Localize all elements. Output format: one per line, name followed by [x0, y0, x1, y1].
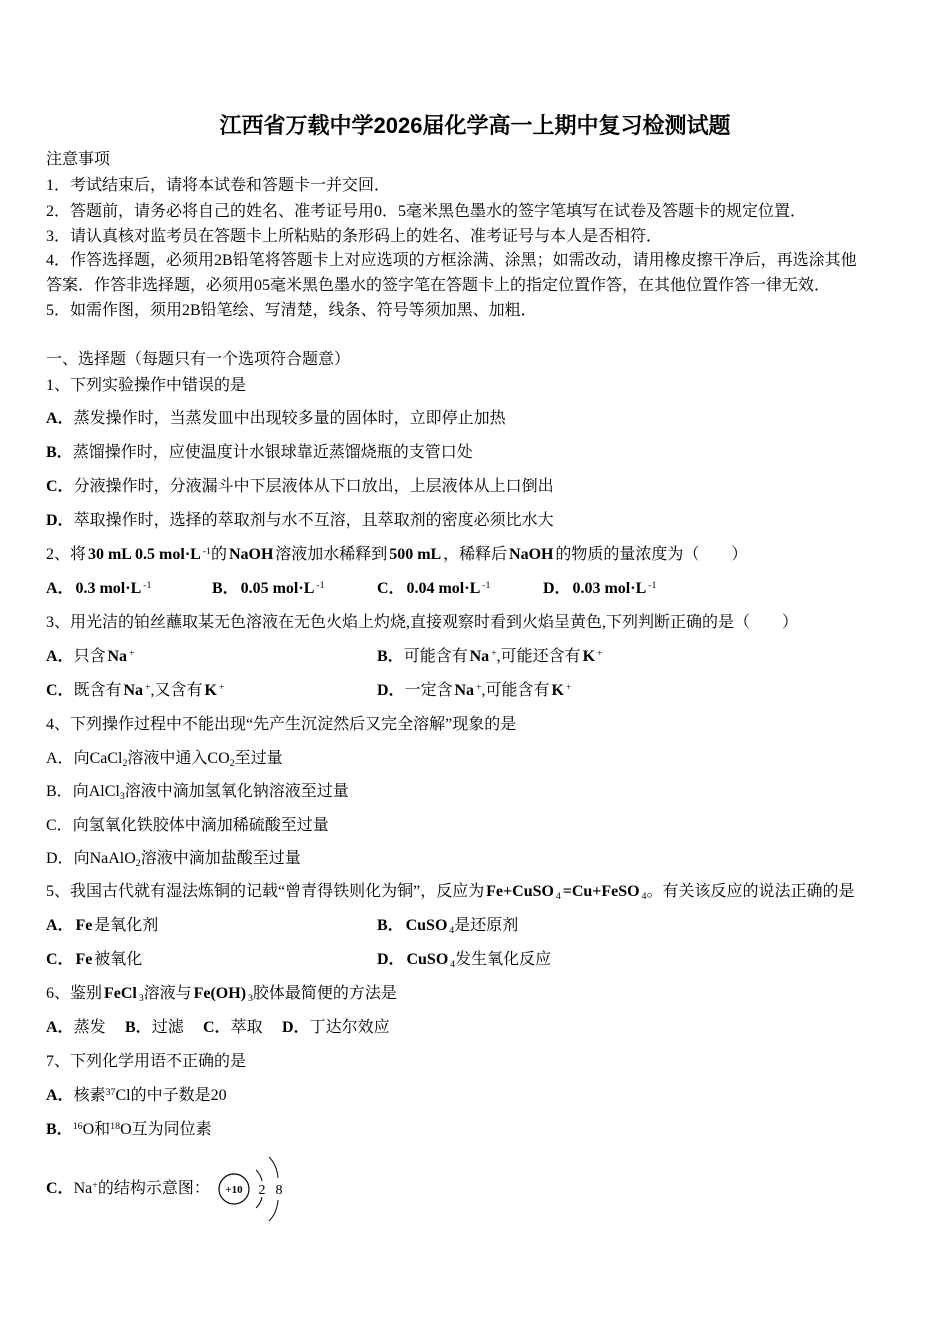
text-run: ,又含有	[150, 682, 203, 699]
option-text	[404, 917, 519, 937]
question-5-option-a	[46, 914, 158, 938]
text-run: 核素	[73, 1087, 106, 1104]
question-6-option-b	[125, 1016, 184, 1040]
option-label: B．	[46, 1121, 73, 1138]
superscript: -1	[648, 579, 657, 591]
text-run: 的	[211, 546, 228, 563]
option-label: D．	[543, 580, 571, 597]
superscript: +	[491, 647, 497, 659]
text-run: 我国古代就有湿法炼铜的记载“曾青得铁则化为铜”，反应为	[70, 883, 485, 900]
notice-line-3: 3．请认真核对监考员在答题卡上所粘贴的条形码上的姓名、准考证号与本人是否相符．	[46, 228, 663, 245]
question-number: 5、	[46, 883, 71, 900]
formula-text: Na	[107, 648, 128, 665]
superscript: -1	[143, 579, 152, 591]
text-run: 用光洁的铂丝蘸取某无色溶液在无色火焰上灼烧,直接观察时看到火焰呈黄色,下列判断正确的是（ ）	[70, 614, 799, 631]
question-6-option-a	[46, 1016, 106, 1040]
text-run: 蒸发	[73, 1019, 106, 1036]
question-4-option-b	[46, 780, 349, 804]
option-text	[74, 648, 135, 665]
question-6-option-d	[282, 1016, 390, 1040]
formula-text: 0.05 mol·L	[240, 580, 315, 597]
text-run: 一定含	[404, 682, 453, 699]
text-run: O和	[82, 1121, 111, 1138]
text-run: 发生氧化反应	[455, 951, 552, 968]
shell-1-arc-bottom	[256, 1197, 262, 1208]
option-text	[74, 512, 554, 529]
text-run: 鉴别	[70, 985, 103, 1002]
text-run: 将	[70, 546, 87, 563]
superscript: -1	[202, 545, 212, 557]
text-run: 。有关该反应的说法正确的是	[646, 883, 855, 900]
question-3-option-a	[46, 645, 135, 669]
question-4-option-c	[46, 814, 329, 838]
stem-text	[70, 716, 516, 733]
text-run: 萃取操作时，选择的萃取剂与水不互溶，且萃取剂的密度必须比水大	[73, 512, 554, 529]
option-text	[231, 1019, 263, 1036]
text-run: ，稀释后	[443, 546, 508, 563]
question-6-stem	[46, 982, 397, 1006]
text-run: 可能含有	[403, 648, 468, 665]
option-label: B．	[46, 444, 73, 461]
option-text	[310, 1019, 390, 1036]
text-run: 丁达尔效应	[309, 1019, 390, 1036]
notice-heading: 注意事项	[46, 151, 111, 168]
option-label: A．	[46, 1019, 74, 1036]
subscript: 3	[138, 993, 144, 1005]
option-label: A．	[46, 410, 74, 427]
text-run: 既含有	[73, 682, 122, 699]
option-label: B．	[377, 648, 404, 665]
question-7-option-c	[46, 1151, 288, 1227]
subscript: 3	[247, 993, 253, 1005]
option-text	[73, 750, 283, 770]
option-text	[405, 951, 552, 971]
superscript: -1	[316, 579, 325, 591]
option-label: B．	[212, 580, 239, 597]
option-label: A．	[46, 580, 74, 597]
option-label: B．	[46, 783, 73, 800]
option-text	[74, 478, 554, 495]
shell-1-arc-top	[256, 1170, 262, 1181]
option-label: C．	[377, 580, 405, 597]
question-7-stem	[46, 1050, 246, 1074]
question-1-option-a	[46, 407, 506, 431]
text-run: 溶液与	[143, 985, 192, 1002]
notice-line-1: 1．考试结束后，请将本试卷和答题卡一并交回．	[46, 177, 391, 194]
text-run: 溶液中滴加盐酸至过量	[140, 850, 301, 867]
text-run: 被氧化	[94, 951, 143, 968]
text-run: 过滤	[151, 1019, 184, 1036]
formula-text: Fe	[75, 951, 93, 968]
text-run: ,可能还含有	[496, 648, 581, 665]
option-text	[571, 580, 657, 597]
question-7-option-a	[46, 1084, 227, 1108]
superscript: +	[144, 681, 151, 693]
option-label: D．	[46, 850, 74, 867]
question-2-stem	[46, 543, 747, 567]
formula-text: 30 mL 0.5 mol·L	[87, 546, 201, 563]
formula-text: CuSO	[406, 951, 449, 968]
question-4-stem	[46, 713, 516, 737]
superscript: +	[596, 647, 603, 659]
text-run: 下列实验操作中错误的是	[70, 377, 247, 394]
subscript: 4	[555, 891, 561, 903]
question-number: 1、	[46, 377, 71, 394]
text-run: 只含	[73, 648, 106, 665]
question-2-option-b	[212, 577, 325, 601]
text-run: 溶液加水稀释到	[275, 546, 388, 563]
stem-text	[70, 614, 798, 631]
question-2-option-d	[543, 577, 656, 601]
option-text	[72, 783, 349, 803]
question-6-option-c	[203, 1016, 263, 1040]
option-text	[404, 648, 603, 665]
text-run: O互为同位素	[120, 1121, 212, 1138]
subscript: 3	[119, 791, 125, 803]
text-run: 向CaCl	[73, 750, 123, 767]
stem-text	[70, 377, 246, 394]
question-5-option-b	[377, 914, 518, 938]
question-1-option-b	[46, 441, 473, 465]
question-2-option-c	[377, 577, 490, 601]
option-label: C．	[203, 1019, 231, 1036]
stem-text	[70, 546, 747, 563]
question-3-option-b	[377, 645, 603, 669]
shell-2-electrons: 8	[275, 1183, 283, 1198]
text-run: 蒸馏操作时，应使温度计水银球靠近蒸馏烧瓶的支管口处	[72, 444, 473, 461]
option-text	[74, 1087, 227, 1104]
text-run: 向NaAlO	[73, 850, 136, 867]
formula-text: Na	[454, 682, 475, 699]
option-label: D．	[282, 1019, 310, 1036]
option-text	[74, 410, 506, 427]
stem-text	[70, 883, 855, 903]
question-3-option-c	[46, 679, 224, 703]
text-run: 向氢氧化铁胶体中滴加稀硫酸至过量	[72, 817, 329, 834]
option-label: A．	[46, 917, 74, 934]
nucleus-charge: +10	[225, 1184, 243, 1196]
superscript: 18	[110, 1120, 121, 1132]
superscript: +	[92, 1179, 98, 1191]
text-run: 溶液中滴加氢氧化钠溶液至过量	[124, 783, 349, 800]
superscript: +	[565, 681, 572, 693]
superscript: 16	[72, 1120, 83, 1132]
text-run: 蒸发操作时，当蒸发皿中出现较多量的固体时，立即停止加热	[73, 410, 506, 427]
shell-2-arc-top	[269, 1157, 278, 1178]
text-run: 下列操作过程中不能出现“先产生沉淀然后又完全溶解”现象的是	[70, 716, 517, 733]
superscript: +	[475, 681, 482, 693]
subscript: 2	[135, 858, 141, 870]
question-4-option-a	[46, 747, 283, 771]
formula-text: 0.3 mol·L	[75, 580, 142, 597]
text-run: Na	[73, 1180, 93, 1197]
formula-text: K	[551, 682, 564, 699]
option-text	[239, 580, 325, 597]
formula-text: 0.04 mol·L	[406, 580, 481, 597]
shell-1-electrons: 2	[258, 1183, 266, 1198]
section-heading: 一、选择题（每题只有一个选项符合题意）	[46, 351, 351, 368]
option-text	[405, 682, 572, 699]
option-label: C．	[46, 478, 74, 495]
text-run: 是氧化剂	[94, 917, 159, 934]
option-label: C．	[46, 951, 74, 968]
option-label: C．	[46, 817, 73, 834]
text-run: 溶液中通入CO	[127, 750, 230, 767]
option-text	[73, 1121, 212, 1138]
formula-text: K	[582, 648, 596, 665]
question-number: 3、	[46, 614, 71, 631]
formula-text: NaOH	[509, 546, 554, 563]
text-run: 萃取	[230, 1019, 263, 1036]
option-label: A．	[46, 1087, 74, 1104]
option-text	[73, 817, 329, 834]
option-label: C．	[46, 682, 74, 699]
question-1-option-c	[46, 475, 554, 499]
superscript: +	[128, 647, 135, 659]
option-text	[74, 580, 152, 597]
text-run: 的结构示意图：	[97, 1180, 210, 1197]
text-run: 胶体最简便的方法是	[252, 985, 397, 1002]
page-title: 江西省万载中学2026届化学高一上期中复习检测试题	[219, 113, 731, 138]
question-1-option-d	[46, 509, 554, 533]
option-label: A．	[46, 648, 74, 665]
option-label: C．	[46, 1180, 74, 1197]
superscript: 37	[105, 1086, 116, 1098]
option-label: D．	[377, 682, 405, 699]
subscript: 2	[229, 758, 235, 770]
subscript: 4	[641, 891, 647, 903]
text-run: 至过量	[234, 750, 283, 767]
formula-text: Na	[123, 682, 144, 699]
text-run: Cl的中子数是20	[115, 1087, 227, 1104]
question-3-option-d	[377, 679, 571, 703]
text-run: 向AlCl	[72, 783, 120, 800]
notice-line-4-continued: 答案．作答非选择题，必须用05毫米黑色墨水的签字笔在答题卡上的指定位置作答，在其他位置作答一律无效．	[46, 277, 831, 294]
text-run: 是还原剂	[454, 917, 519, 934]
question-5-stem	[46, 880, 854, 904]
question-5-option-c	[46, 948, 142, 972]
option-text	[74, 917, 159, 934]
question-number: 4、	[46, 716, 71, 733]
formula-text: CuSO	[405, 917, 448, 934]
formula-text: Fe	[75, 917, 93, 934]
option-text	[73, 444, 473, 461]
notice-line-2: 2．答题前，请务必将自己的姓名、准考证号用0．5毫米黑色墨水的签字笔填写在试卷及答题卡的规定位置．	[46, 203, 807, 220]
formula-text: Na	[469, 648, 490, 665]
notice-line-5: 5．如需作图，须用2B铅笔绘、写清楚，线条、符号等须加黑、加粗．	[46, 302, 537, 319]
option-text	[74, 951, 143, 968]
question-2-option-a	[46, 577, 151, 601]
option-text	[73, 850, 301, 870]
text-run: 下列化学用语不正确的是	[70, 1053, 247, 1070]
option-text	[74, 1019, 106, 1036]
subscript: 4	[449, 925, 455, 937]
option-text	[405, 580, 491, 597]
stem-text	[70, 985, 397, 1005]
formula-text: 0.03 mol·L	[572, 580, 647, 597]
formula-text: 500 mL	[389, 546, 442, 563]
question-number: 6、	[46, 985, 71, 1002]
option-text	[152, 1019, 184, 1036]
option-label: A．	[46, 750, 74, 767]
question-7-option-b	[46, 1118, 212, 1142]
subscript: 2	[122, 758, 128, 770]
notice-line-4: 4．作答选择题，必须用2B铅笔将答题卡上对应选项的方框涂满、涂黑；如需改动，请用橡皮擦干净后，再选涂其他	[46, 252, 857, 269]
formula-text: K	[204, 682, 217, 699]
question-number: 7、	[46, 1053, 71, 1070]
subscript: 4	[450, 959, 456, 971]
option-label: B．	[125, 1019, 152, 1036]
option-label: D．	[46, 512, 74, 529]
formula-text: FeCl	[103, 985, 137, 1002]
option-label: B．	[377, 917, 404, 934]
formula-text: NaOH	[228, 546, 274, 563]
question-3-stem	[46, 611, 798, 635]
shell-2-arc-bottom	[269, 1200, 278, 1221]
formula-text: =Cu+FeSO	[562, 883, 640, 900]
superscript: -1	[482, 579, 491, 591]
sodium-ion-structure-diagram	[216, 1151, 288, 1227]
formula-text: Fe+CuSO	[486, 883, 554, 900]
stem-text	[70, 1053, 246, 1070]
option-text	[74, 1180, 210, 1197]
option-label: D．	[377, 951, 405, 968]
text-run: ,可能含有	[481, 682, 550, 699]
question-1-stem	[46, 374, 246, 398]
text-run: 分液操作时，分液漏斗中下层液体从下口放出，上层液体从上口倒出	[73, 478, 554, 495]
option-text	[74, 682, 225, 699]
formula-text: Fe(OH)	[193, 985, 247, 1002]
question-number: 2、	[46, 546, 71, 563]
text-run: 的物质的量浓度为（ ）	[555, 546, 748, 563]
question-4-option-d	[46, 847, 301, 871]
question-5-option-d	[377, 948, 551, 972]
superscript: +	[218, 681, 225, 693]
